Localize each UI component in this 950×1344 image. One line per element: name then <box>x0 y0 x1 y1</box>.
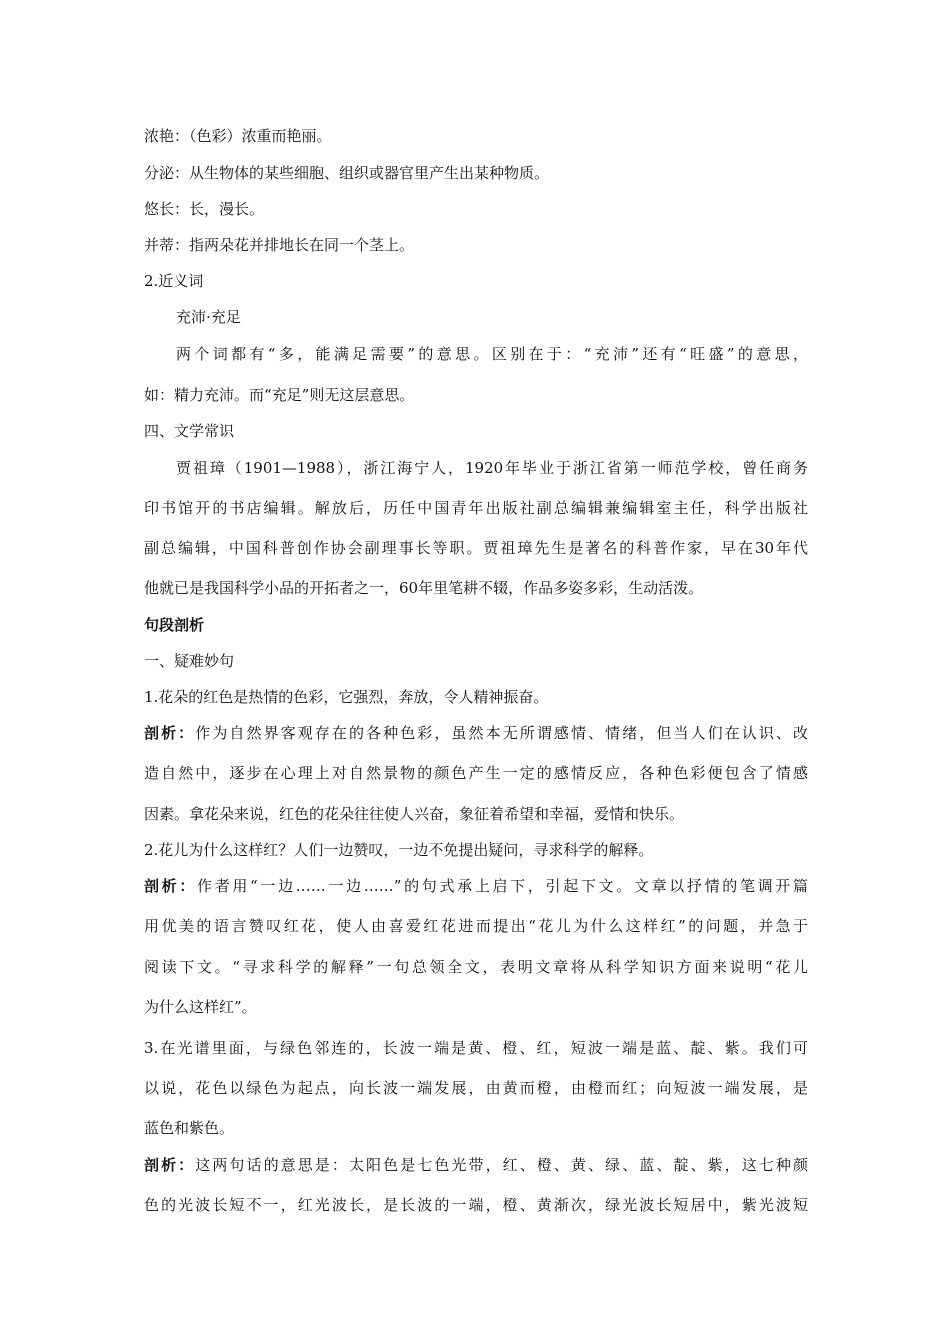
definition-fenmi: 分泌：从生物体的某些细胞、组织或器官里产生出某种物质。 <box>144 164 550 182</box>
literature-heading: 四、文学常识 <box>144 422 235 440</box>
example-sentence: 1.花朵的红色是热情的色彩，它强烈，奔放，令人精神振奋。 <box>144 688 549 706</box>
analysis-line: 剖析：这两句话的意思是：太阳色是七色光带，红、橙、黄、绿、蓝、靛、紫，这七种颜 <box>144 1156 808 1174</box>
synonyms-heading: 2.近义词 <box>144 272 204 290</box>
section-title: 句段剖析 <box>144 616 205 634</box>
analysis-line: 造自然中，逐步在心理上对自然景物的颜色产生一定的感情反应，各种色彩便包含了情感 <box>144 764 808 782</box>
literature-paragraph-line: 贾祖璋（1901—1988），浙江海宁人，1920年毕业于浙江省第一师范学校，曾任商务 <box>176 459 808 477</box>
analysis-label: 剖析： <box>144 724 196 742</box>
literature-paragraph-line: 他就已是我国科学小品的开拓者之一，60年里笔耕不辍，作品多姿多彩，生动活泼。 <box>144 579 704 597</box>
synonym-pair: 充沛·充足 <box>176 308 241 326</box>
example-sentence: 3.在光谱里面，与绿色邻连的，长波一端是黄、橙、红，短波一端是蓝、靛、紫。我们可 <box>144 1039 808 1057</box>
subsection-title: 一、疑难妙句 <box>144 652 235 670</box>
analysis-label: 剖析： <box>144 877 198 895</box>
literature-paragraph-line: 副总编辑，中国科普创作协会副理事长等职。贾祖璋先生是著名的科普作家，早在30年代 <box>144 539 808 557</box>
synonym-explanation-line: 如：精力充沛。而“充足”则无这层意思。 <box>144 386 415 404</box>
analysis-line: 因素。拿花朵来说，红色的花朵往往使人兴奋，象征着希望和幸福，爱情和快乐。 <box>144 805 685 823</box>
example-sentence: 以说，花色以绿色为起点，向长波一端发展，由黄而橙，由橙而红；向短波一端发展，是 <box>144 1079 808 1097</box>
literature-paragraph-line: 印书馆开的书店编辑。解放后，历任中国青年出版社副总编辑兼编辑室主任，科学出版社 <box>144 499 808 517</box>
analysis-line: 为什么这样红”。 <box>144 998 257 1016</box>
analysis-line: 剖析：作为自然界客观存在的各种色彩，虽然本无所谓感情、情绪，但当人们在认识、改 <box>144 724 808 742</box>
example-sentence: 2.花儿为什么这样红？人们一边赞叹，一边不免提出疑问，寻求科学的解释。 <box>144 841 654 859</box>
definition-bingdi: 并蒂：指两朵花并排地长在同一个茎上。 <box>144 236 415 254</box>
definition-youchang: 悠长：长，漫长。 <box>144 200 265 218</box>
example-sentence: 蓝色和紫色。 <box>144 1119 235 1137</box>
synonym-explanation-line: 两个词都有“多，能满足需要”的意思。区别在于：“充沛”还有“旺盛”的意思， <box>176 345 808 363</box>
analysis-line: 阅读下文。“寻求科学的解释”一句总领全文，表明文章将从科学知识方面来说明“花儿 <box>144 958 808 976</box>
definition-nongyan: 浓艳：（色彩）浓重而艳丽。 <box>144 127 332 145</box>
analysis-line: 用优美的语言赞叹红花，使人由喜爱红花进而提出“花儿为什么这样红”的问题，并急于 <box>144 917 808 935</box>
analysis-line: 剖析：作者用“一边……一边……”的句式承上启下，引起下文。文章以抒情的笔调开篇 <box>144 877 808 895</box>
analysis-label: 剖析： <box>144 1156 196 1174</box>
analysis-line: 色的光波长短不一，红光波长，是长波的一端，橙、黄渐次，绿光波长短居中，紫光波短 <box>144 1196 808 1214</box>
